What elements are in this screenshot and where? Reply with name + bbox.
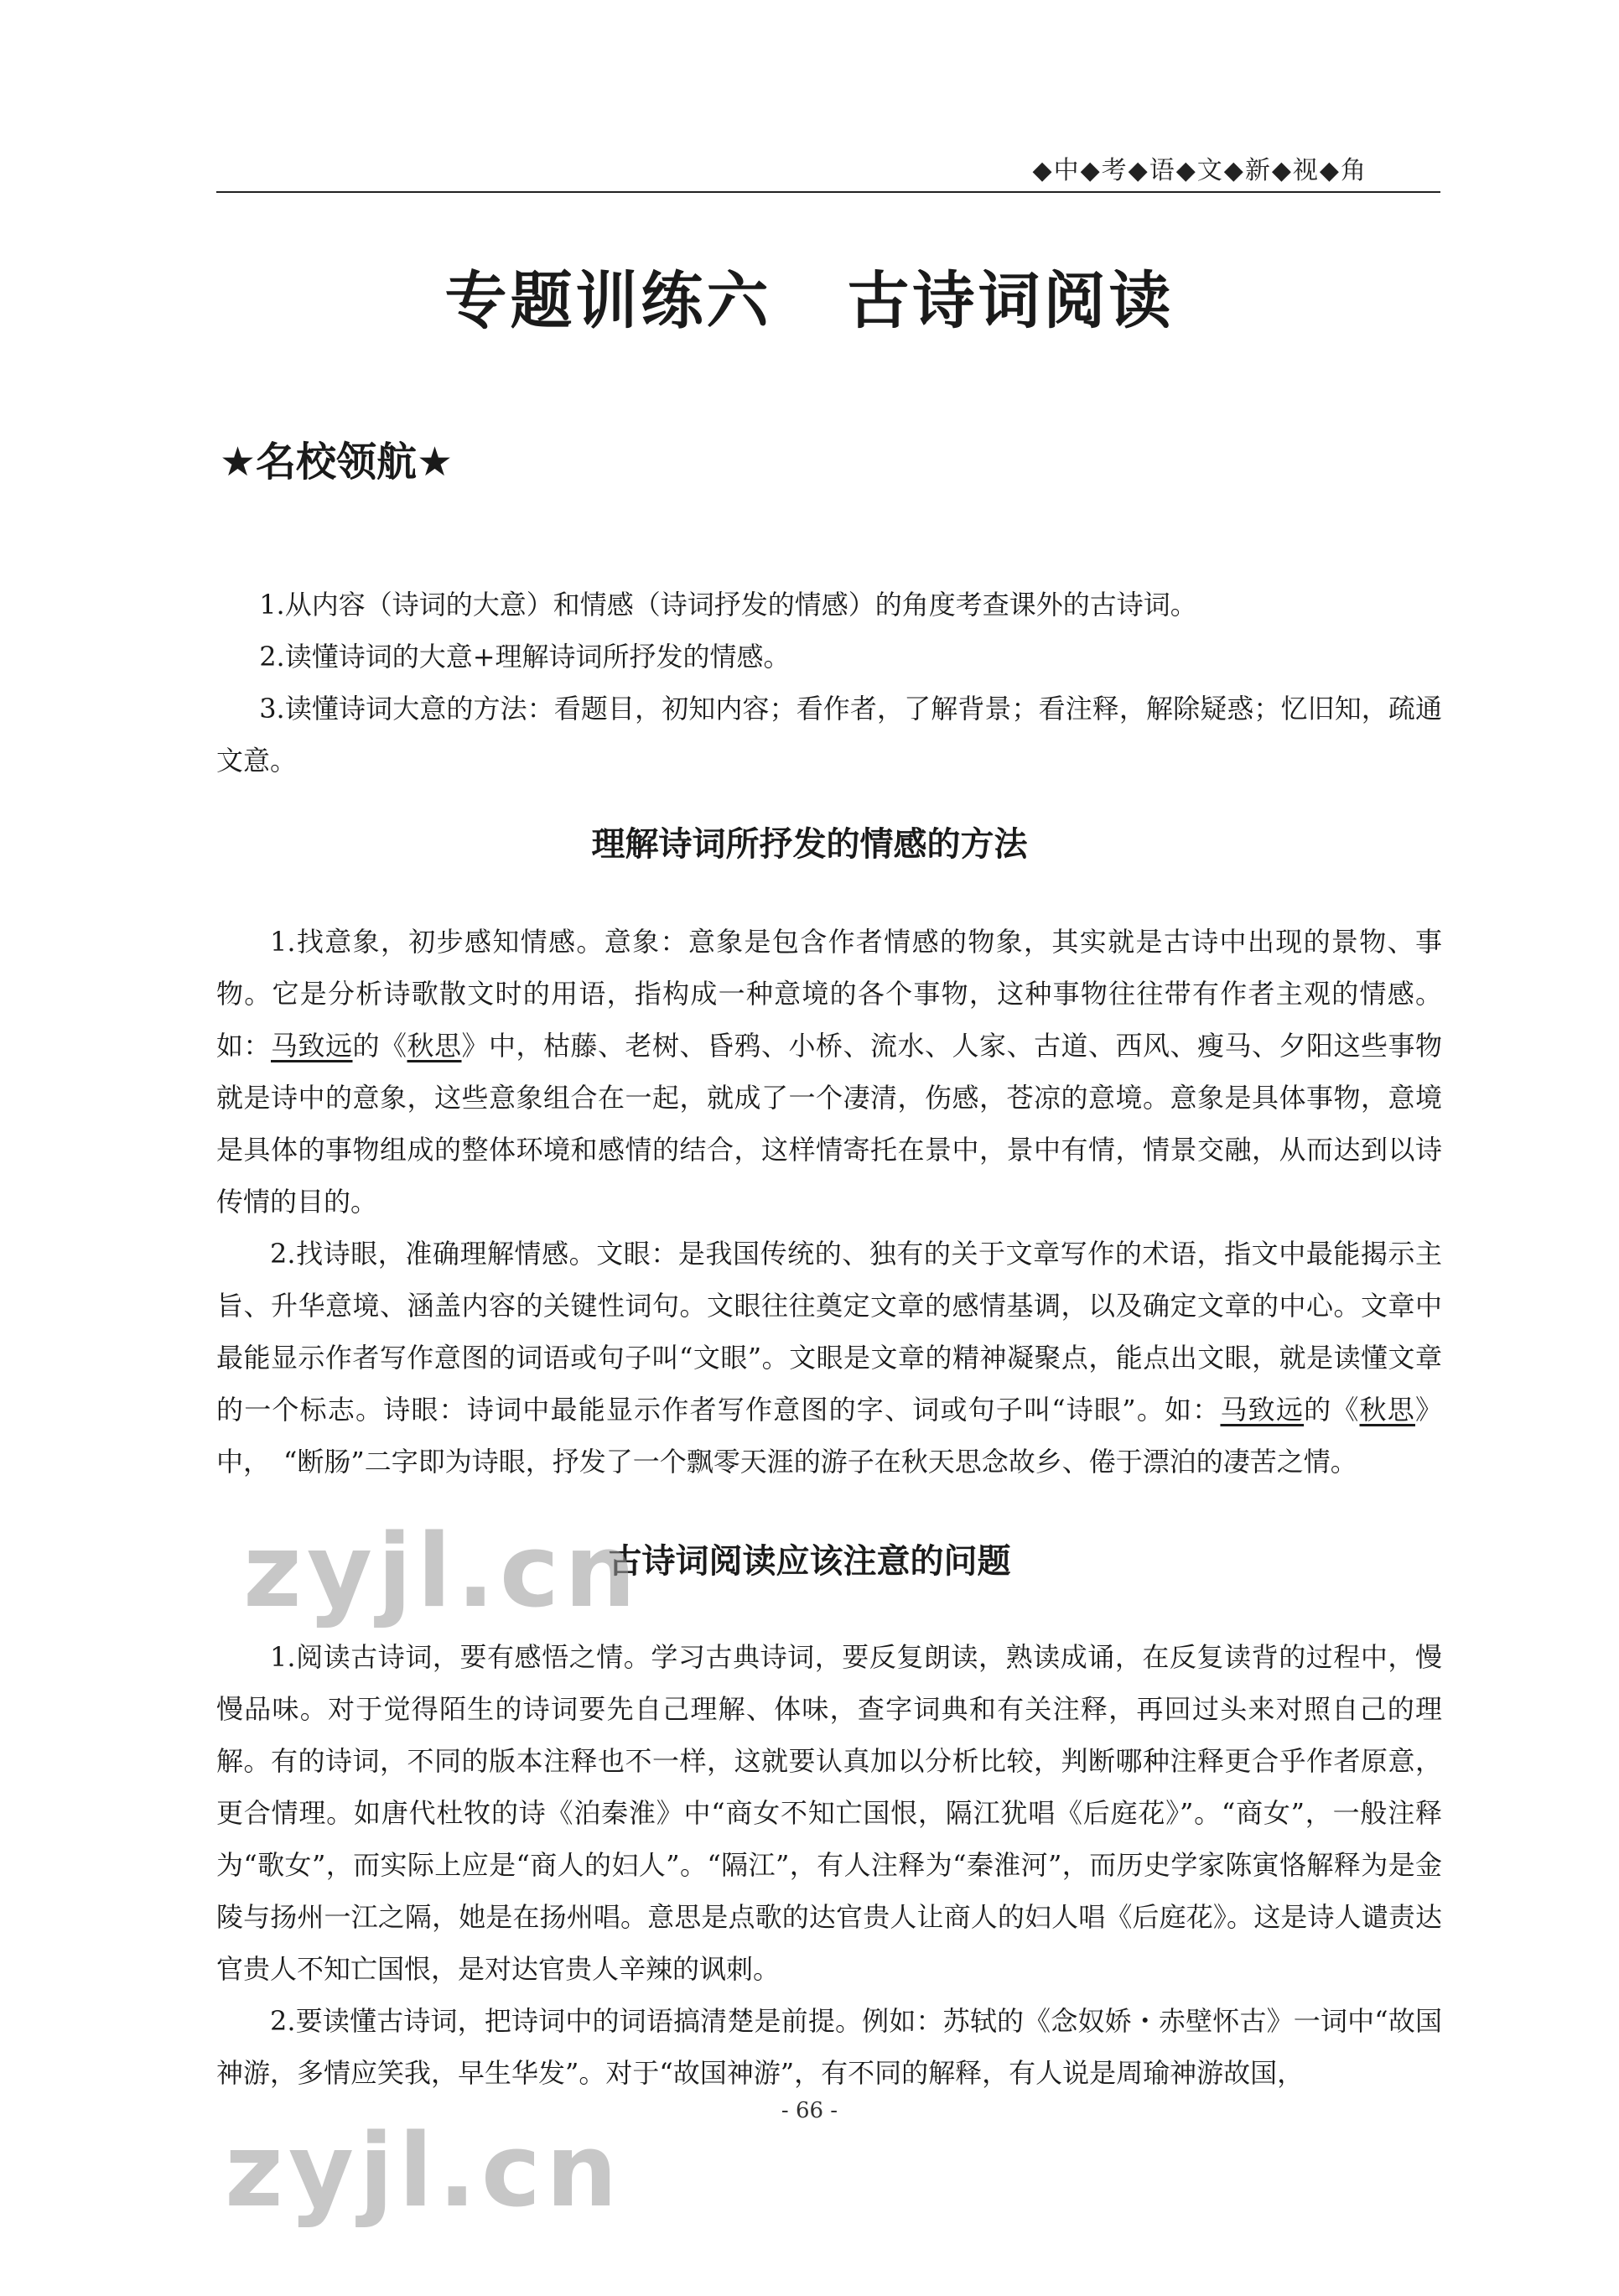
intro-block [216,579,1442,787]
section-heading: 理解诗词所抒发的情感的方法 [591,825,1028,864]
paragraph: 1.阅读古诗词，要有感悟之情。学习古典诗词，要反复朗读，熟读成诵，在反复读背的过程中，慢慢品味。对于觉得陌生的诗词要先自己理解、体味，查字词典和有关注释，再回过头来对照自己的理解。有的诗词，不同的版本注释也不一样，这就要认真加以分析比较，判断哪种注释更合乎作者原意，更合情理。如唐代杜牧的诗《泊秦淮》中“商女不知亡国恨，隔江犹唱《后庭花》”。“商女”，一般注释为“歌女”，而实际上应是“商人的妇人”。“隔江”，有人注释为“秦淮河”，而历史学家陈寅恪解释为是金陵与扬州一江之隔，她是在扬州唱。意思是点歌的达官贵人让商人的妇人唱《后庭花》。这是诗人谴责达官贵人不知亡国恨，是对达官贵人辛辣的讽刺。 [216,1641,1442,1985]
work-title: 秋思 [1359,1394,1415,1426]
title-part2: 古诗词阅读 [847,265,1175,337]
section1-body [216,916,1442,1488]
title-part1: 专题训练六 [444,265,772,337]
watermark: zyjl.cn [243,1514,641,1630]
running-head: ◆中◆考◆语◆文◆新◆视◆角 [1032,156,1367,185]
section-heading: 古诗词阅读应该注意的问题 [608,1542,1011,1581]
paragraph: 2.要读懂古诗词，把诗词中的词语搞清楚是前提。例如：苏轼的《念奴娇・赤壁怀古》一词中“故国神游，多情应笑我，早生华发”。对于“故国神游”，有不同的解释，有人说是周瑜神游故国， [216,2005,1442,2089]
page-title [0,252,1619,340]
intro-item: 3.读懂诗词大意的方法：看题目，初知内容；看作者，了解背景；看注释，解除疑惑；忆旧知，疏通文意。 [216,693,1442,777]
header-rule [216,191,1440,193]
intro-item: 2.读懂诗词的大意+理解诗词所抒发的情感。 [259,641,791,673]
section-banner: ★名校领航★ [220,439,454,486]
intro-item: 1.从内容（诗词的大意）和情感（诗词抒发的情感）的角度考查课外的古诗词。 [259,589,1197,621]
page-number: - 66 - [781,2098,838,2123]
author-link: 马致远 [1220,1394,1305,1426]
paragraph: 2.找诗眼，准确理解情感。文眼：是我国传统的、独有的关于文章写作的术语，指文中最能揭示主旨、升华意境、涵盖内容的关键性词句。文眼往往奠定文章的感情基调，以及确定文章的中心。文章中最能显示作者写作意图的词语或句子叫“文眼”。文眼是文章的精神凝聚点，能点出文眼，就是读懂文章的一个标志。诗眼：诗词中最能显示作者写作意图的字、词或句子叫“诗眼”。如：马致远的《秋思》中， “断肠”二字即为诗眼，抒发了一个飘零天涯的游子在秋天思念故乡、倦于漂泊的凄苦之情。 [216,1238,1442,1478]
work-title: 秋思 [407,1030,462,1062]
author-link: 马致远 [271,1030,353,1062]
paragraph: 1.找意象，初步感知情感。意象：意象是包含作者情感的物象，其实就是古诗中出现的景物、事物。它是分析诗歌散文时的用语，指构成一种意境的各个事物，这种事物往往带有作者主观的情感。如：马致远的《秋思》中，枯藤、老树、昏鸦、小桥、流水、人家、古道、西风、瘦马、夕阳这些事物就是诗中的意象，这些意象组合在一起，就成了一个凄清，伤感，苍凉的意境。意象是具体事物，意境是具体的事物组成的整体环境和感情的结合，这样情寄托在景中，景中有情，情景交融，从而达到以诗传情的目的。 [216,926,1442,1218]
section2-body [216,1631,1442,2099]
watermark: zyjl.cn [225,2113,623,2230]
